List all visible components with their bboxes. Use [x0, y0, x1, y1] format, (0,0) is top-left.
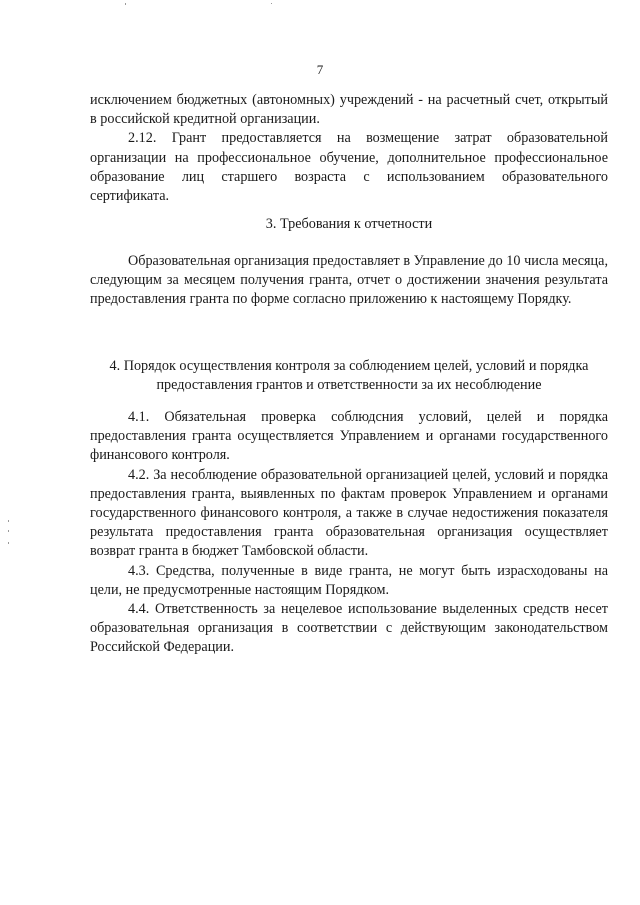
paragraph-continuation: исключением бюджетных (автономных) учреждений - на расчетный счет, открытый в российской кредитной организации.	[90, 92, 608, 128]
section-3-heading-block	[90, 215, 608, 234]
section-3-heading: 3. Требования к отчетности	[265, 216, 433, 232]
paragraph-4-2: 4.2. За несоблюдение образовательной организацией целей, условий и порядка предоставления гранта, выявленных по фактам проверок Управлением и органами государственного финансового контроля, а также в случае недостижения показателя результата предоставления гранта образовательная организация осуществляет возврат гранта в бюджет Тамбовской области.	[90, 466, 608, 560]
section-2-tail	[90, 91, 608, 206]
section-4-heading-block	[90, 357, 608, 395]
paragraph-4-3: 4.3. Средства, полученные в виде гранта, не могут быть израсходованы на цели, не предусмотренные настоящим Порядком.	[90, 562, 608, 598]
section-4-heading: 4. Порядок осуществления контроля за соблюдением целей, условий и порядка предоставления грантов и ответственности за их несоблюдение	[109, 358, 589, 394]
paragraph-4-1: 4.1. Обязательная проверка соблюдсния условий, целей и порядка предоставления гранта осуществляется Управлением и органами государственного финансового контроля.	[90, 409, 608, 464]
paragraph-3: Образовательная организация предоставляет в Управление до 10 числа месяца, следующим за месяцем получения гранта, отчет о достижении значения результата предоставления гранта по форме согласно приложению к настоящему Порядку.	[90, 253, 608, 308]
page-number: 7	[316, 62, 324, 77]
scan-artifact	[125, 3, 126, 5]
scan-artifact	[8, 530, 9, 532]
scan-artifact	[271, 3, 272, 4]
paragraph-4-4: 4.4. Ответственность за нецелевое использование выделенных средств несет образовательная организация в соответствии с действующим законодательством Российской Федерации.	[90, 601, 608, 656]
section-3-body	[90, 252, 608, 310]
scan-artifact	[8, 542, 9, 544]
paragraph-2-12: 2.12. Грант предоставляется на возмещение затрат образовательной организации на профессиональное обучение, дополнительное профессиональное образование лиц старшего возраста с использованием образовательного сертификата.	[90, 130, 608, 205]
scan-artifact	[8, 520, 9, 522]
section-4-body	[90, 408, 608, 658]
